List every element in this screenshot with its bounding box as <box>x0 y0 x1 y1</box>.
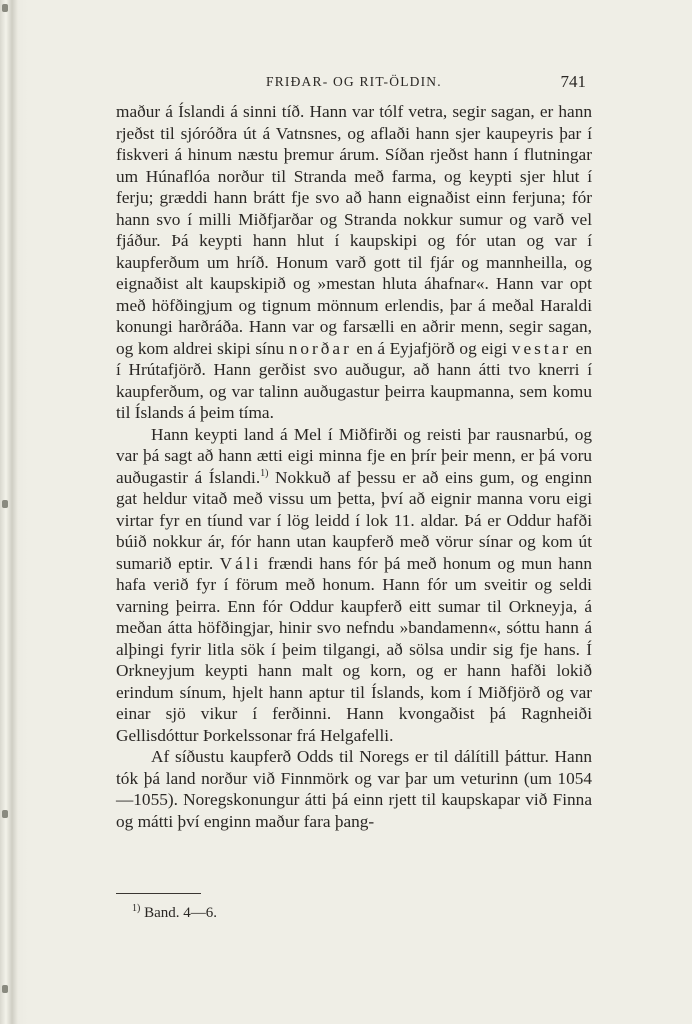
text-run: maður á Íslandi á sinni tíð. Hann var tólf vetra, segir sagan, er hann rjeðst til sjóróðra út á Vatnsnes, og aflaði hann sjer kaupeyris þar í fiskveri á hinum næstu þremur árum. Síðan rjeðst hann í flutningar um Húnaflóa norður til Stranda með farma, og keypti sjer hlut í ferju; græddi hann brátt fje svo að hann eignaðist einn ferjuna; fór hann svo í milli Miðfjarðar og Stranda nokkur sumur og varð vel fjáður. Þá keypti hann hlut í kaupskipi og fór utan og var í kaupferðum um hríð. Honum varð gott til fjár og mannheilla, og eignaðist alt kaupskipið og »mestan hluta áhafnar«. Hann var opt með höfðingjum og tignum mönnum erlendis, þar á meðal Haraldi konungi harðráða. Hann var og farsælli en aðrir menn, segir sagan, og kom aldrei skipi sínu <box>116 102 592 358</box>
footnote-text: Band. 4—6. <box>144 905 218 921</box>
binding-mark <box>2 810 8 818</box>
text-run: frændi hans fór þá með honum og mun hann hafa verið fyr í förum með honum. Hann fór um sveitir og seldi varning þeirra. Enn fór Oddur kaupferð eitt sumar til Orkneyja, á meðan átta höfðingjar, hinir svo nefndu »bandamenn«, sóttu hann á alþingi fyrir litla sök í þeim tilgangi, að sölsa undir sig fje hans. Í Orkneyjum keypti hann malt og korn, og er hann hafði lokið erindum sínum, hjelt hann aptur til Íslands, kom í Miðfjörð og var einar sjö vikur í ferðinni. Hann kvongaðist þá Ragnheiði Gellisdóttur Þorkelssonar frá Helgafelli. <box>116 553 592 745</box>
book-binding-edge <box>0 0 28 1024</box>
footnote-reference[interactable]: 1) <box>260 467 269 479</box>
page-number: 741 <box>560 72 586 91</box>
spaced-emphasis: vestar <box>511 338 572 358</box>
paragraph <box>116 101 592 424</box>
spaced-emphasis: norðar <box>288 338 352 358</box>
text-run: Af síðustu kaupferð Odds til Noregs er til dálítill þáttur. Hann tók þá land norður við Finnmörk og var þar um veturinn (um 1054—1055). Noregskonungur átti þá einn rjett til kaupskapar við Finna og mátti því enginn maður fara þang- <box>116 747 592 831</box>
text-run: en á Eyjafjörð og eigi <box>351 338 512 358</box>
binding-mark <box>2 4 8 12</box>
binding-mark <box>2 500 8 508</box>
text-run: Hann keypti land á Mel í Miðfirði og reisti þar rausnarbú, og var þá sagt að hann ætti eigi minna fje en þrír þeir menn, er þá voru auðugastir á Íslandi. <box>116 424 592 487</box>
footnote <box>132 905 217 922</box>
book-page <box>116 0 592 1024</box>
running-head: FRIÐAR- OG RIT-ÖLDIN. <box>266 74 442 89</box>
footnote-marker: 1) <box>132 903 141 914</box>
binding-mark <box>2 985 8 993</box>
page-header <box>116 72 592 96</box>
paragraph <box>116 424 592 747</box>
text-run: Nokkuð af þessu er að eins gum, og enginn gat heldur vitað með vissu um þetta, því að eignir manna voru eigi virtar fyr en tíund var í lög leidd í lok 11. aldar. Þá er Oddur hafði búið nokkur ár, fór hann utan kaupferð með vörur sínar og kom út sumarið eptir. <box>116 467 592 573</box>
text-run: en í Hrútafjörð. Hann gerðist svo auðugur, að hann átti tvo knerri í kaupferðum, og var talinn auðugastur þeirra kaupmanna, sem komu til Íslands á þeim tíma. <box>116 338 592 422</box>
paragraph <box>116 746 592 832</box>
footnote-divider <box>116 893 201 894</box>
spaced-emphasis: Váli <box>219 553 262 573</box>
body-text <box>116 101 592 832</box>
